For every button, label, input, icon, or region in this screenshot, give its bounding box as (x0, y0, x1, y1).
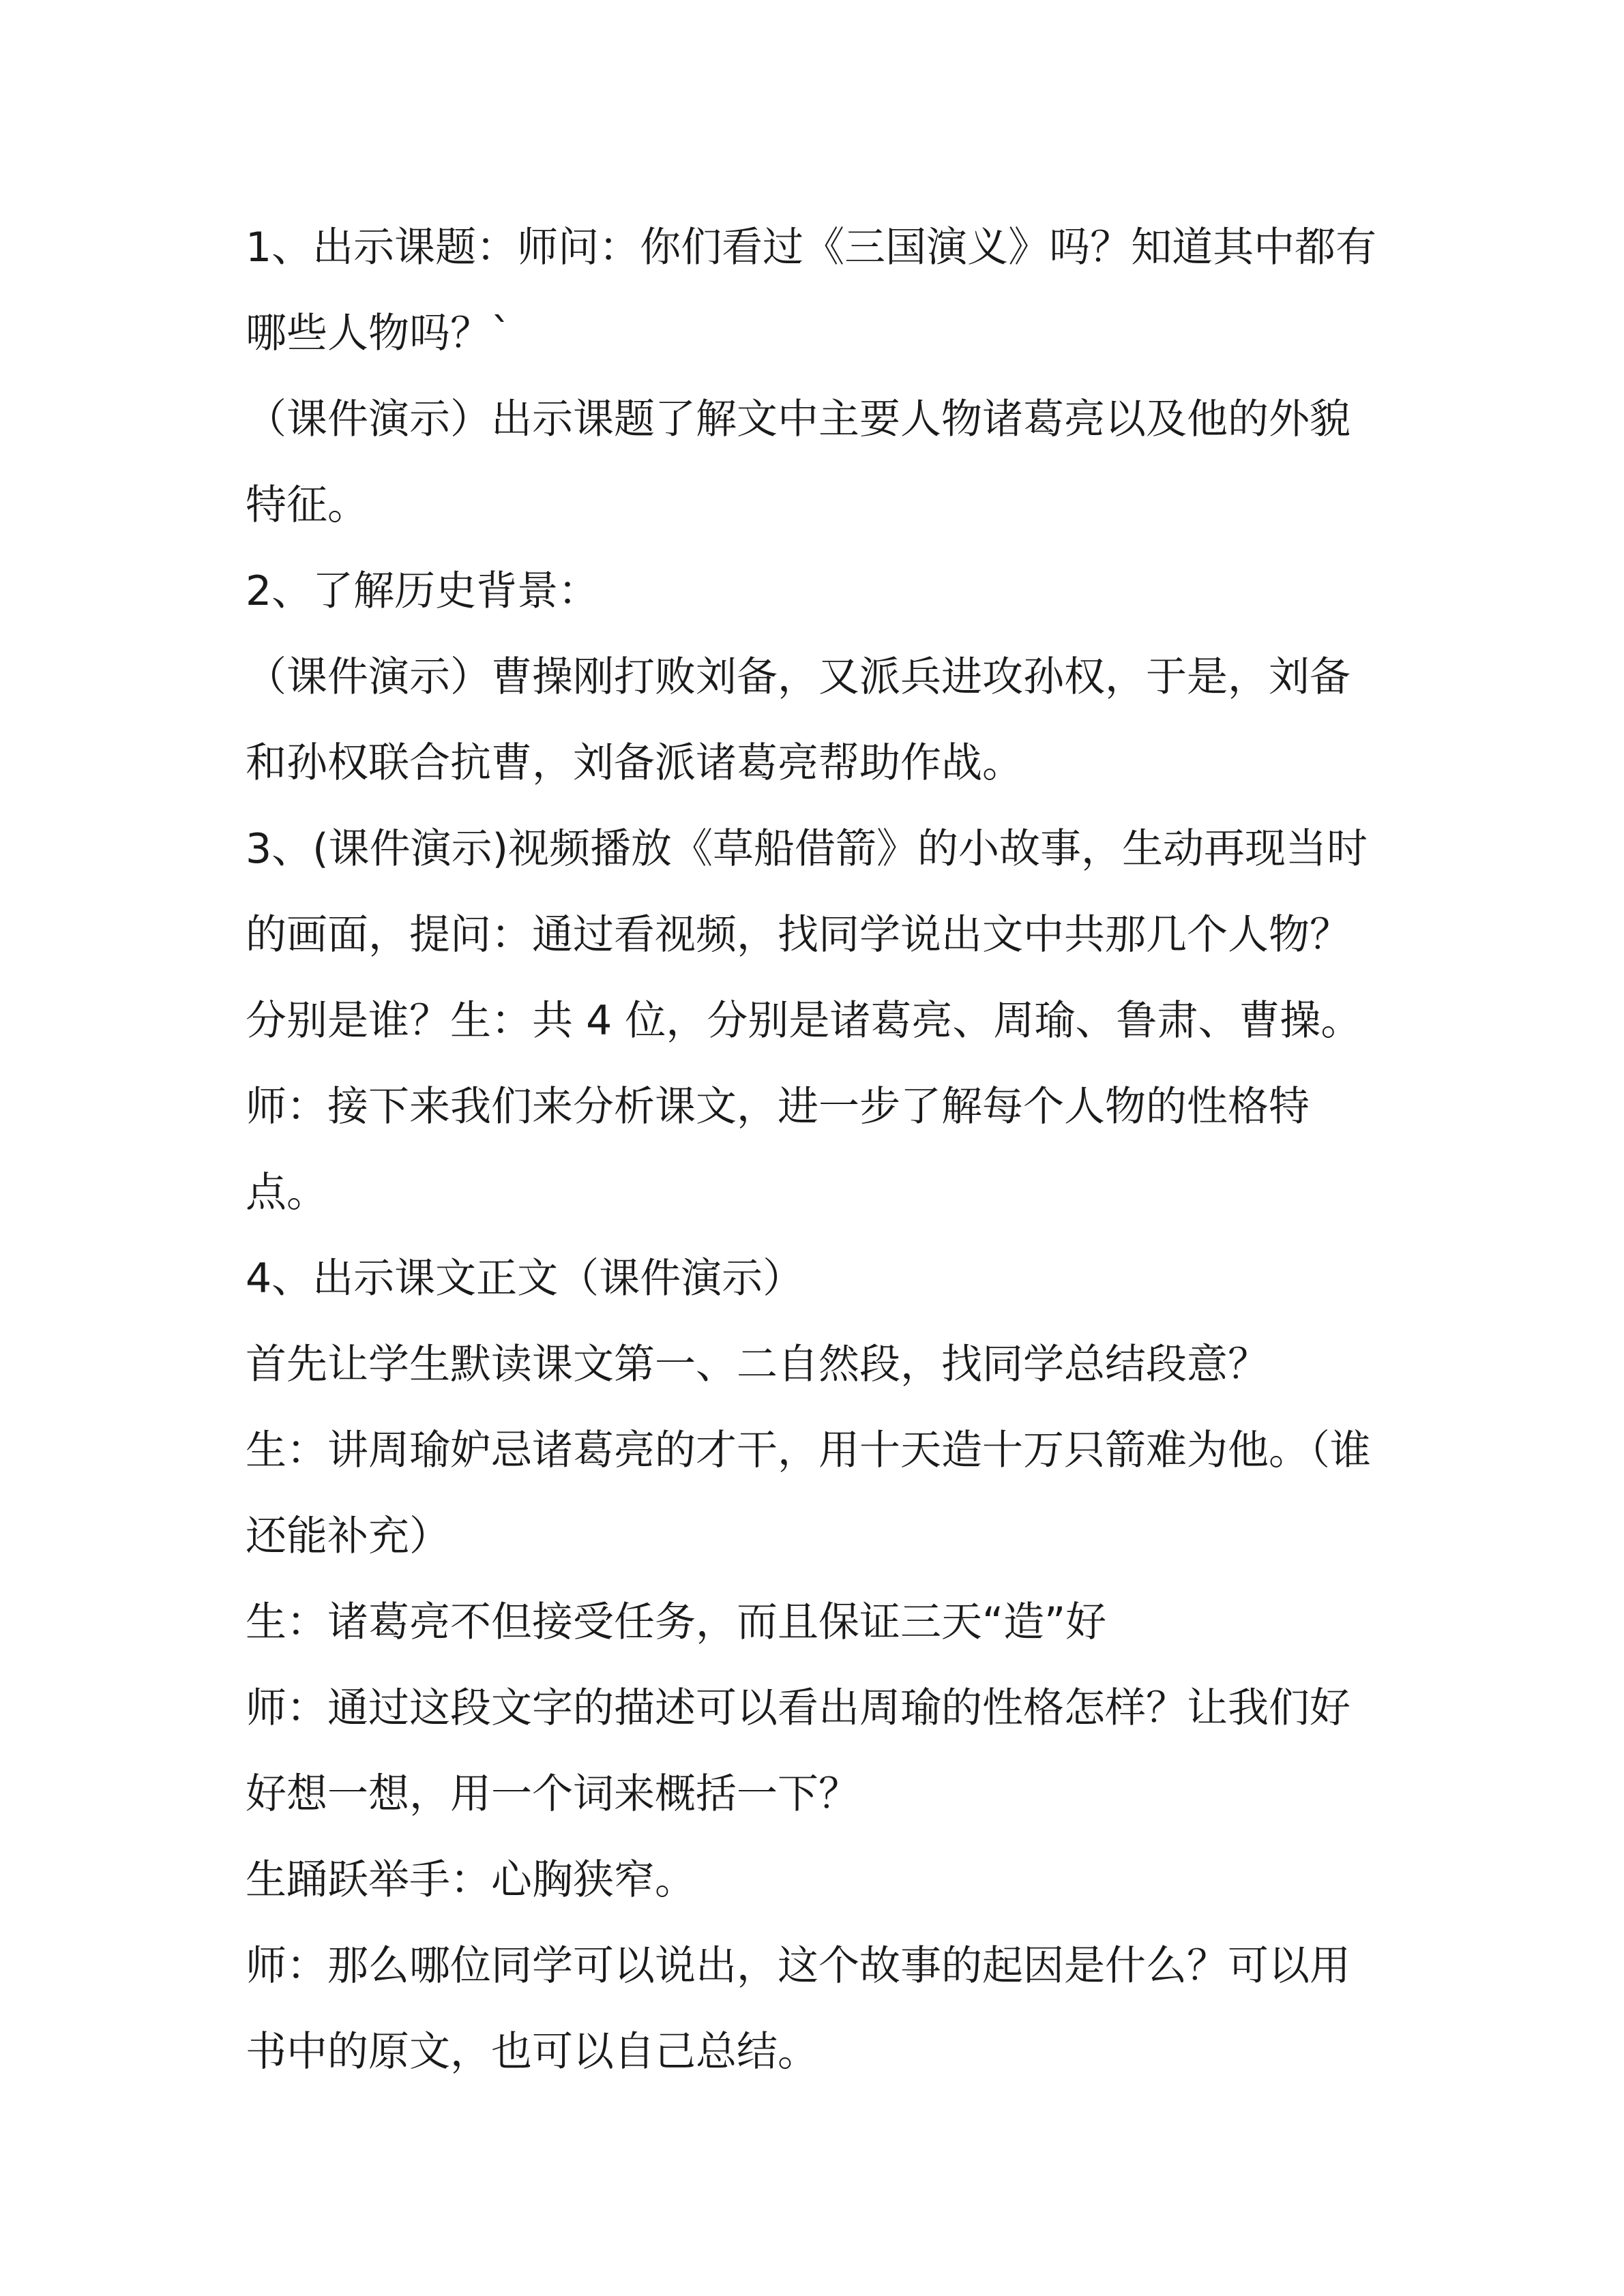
text-line: 分别是谁？生：共 4 位，分别是诸葛亮、周瑜、鲁肃、曹操。 (246, 997, 1362, 1045)
text-line: 生踊跃举手：心胸狭窄。 (246, 1856, 696, 1904)
text-line: 2、了解历史背景： (246, 567, 600, 615)
text-line: 生：讲周瑜妒忌诸葛亮的才干，用十天造十万只箭难为他。（谁 (246, 1427, 1371, 1474)
text-line: （课件演示）曹操刚打败刘备，又派兵进攻孙权，于是，刘备 (246, 653, 1350, 701)
text-line: 3、(课件演示)视频播放《草船借箭》的小故事，生动再现当时 (246, 825, 1368, 873)
text-line: 还能补充） (246, 1512, 450, 1560)
text-line: 师：通过这段文字的描述可以看出周瑜的性格怎样？让我们好 (246, 1684, 1350, 1732)
text-line: 点。 (246, 1169, 327, 1217)
text-line: 哪些人物吗？` (246, 310, 512, 357)
text-line: 4、出示课文正文（课件演示） (246, 1255, 804, 1302)
text-line: 和孙权联合抗曹，刘备派诸葛亮帮助作战。 (246, 739, 1023, 787)
document-body (246, 205, 1391, 2095)
text-line: 特征。 (246, 481, 368, 529)
text-line: 师：那么哪位同学可以说出，这个故事的起因是什么？可以用 (246, 1942, 1350, 1990)
text-line: 书中的原文，也可以自己总结。 (246, 2028, 818, 2076)
text-line: 师：接下来我们来分析课文，进一步了解每个人物的性格特 (246, 1083, 1310, 1131)
text-line: 好想一想，用一个词来概括一下？ (246, 1770, 859, 1818)
text-line: 1、出示课题：师问：你们看过《三国演义》吗？知道其中都有 (246, 224, 1377, 271)
text-line: 首先让学生默读课文第一、二自然段，找同学总结段意？ (246, 1341, 1269, 1388)
text-line: 的画面，提问：通过看视频，找同学说出文中共那几个人物？ (246, 911, 1350, 959)
text-line: 生：诸葛亮不但接受任务，而且保证三天“造”好 (246, 1598, 1107, 1646)
text-line: （课件演示）出示课题了解文中主要人物诸葛亮以及他的外貌 (246, 396, 1350, 443)
